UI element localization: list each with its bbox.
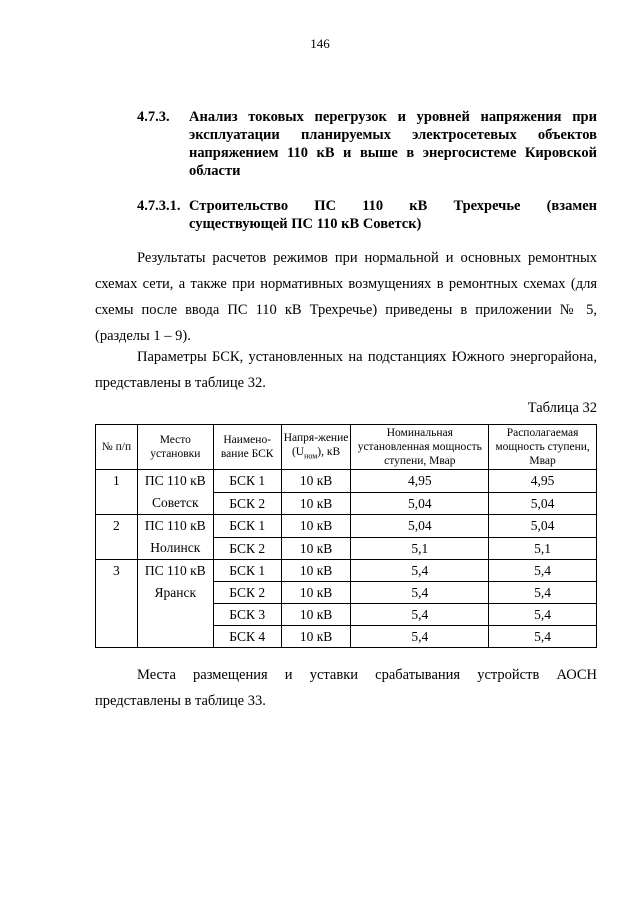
bsk-table — [95, 424, 597, 648]
cell-available: 5,4 — [489, 582, 597, 604]
cell-place: ПС 110 кВ Нолинск — [137, 515, 213, 560]
cell-voltage: 10 кВ — [281, 604, 351, 626]
cell-place: ПС 110 кВ Советск — [137, 470, 213, 515]
title-line-1 — [189, 108, 597, 126]
title-word: Строительство — [189, 198, 289, 214]
title-word: напряжением — [189, 145, 279, 161]
table-header-row — [96, 425, 597, 470]
cell-nominal: 5,04 — [351, 515, 489, 538]
title-word: в — [406, 145, 415, 161]
cell-available: 4,95 — [489, 470, 597, 493]
page-number: 146 — [310, 36, 330, 51]
cell-nominal: 5,4 — [351, 582, 489, 604]
title-word: энергосистеме — [422, 145, 517, 161]
title-word: 110 — [287, 145, 308, 161]
cell-name: БСК 1 — [213, 560, 281, 582]
cell-available: 5,4 — [489, 626, 597, 648]
table-row — [96, 560, 597, 582]
title-word: кВ — [316, 145, 335, 161]
cell-name: БСК 4 — [213, 626, 281, 648]
cell-name: БСК 1 — [213, 470, 281, 493]
cell-available: 5,04 — [489, 492, 597, 515]
cell-available: 5,4 — [489, 604, 597, 626]
cell-name: БСК 3 — [213, 604, 281, 626]
table-body — [96, 470, 597, 648]
cell-available: 5,1 — [489, 537, 597, 560]
title-word: (взамен — [546, 198, 597, 214]
cell-voltage: 10 кВ — [281, 515, 351, 538]
section-number: 4.7.3. — [137, 109, 170, 125]
title-word: выше — [359, 145, 398, 161]
cell-voltage: 10 кВ — [281, 626, 351, 648]
cell-nominal: 4,95 — [351, 470, 489, 493]
subsection-title — [189, 197, 597, 233]
cell-nominal: 5,04 — [351, 492, 489, 515]
aosn-paragraph — [95, 662, 597, 714]
title-word: при — [572, 109, 597, 125]
cell-nominal: 5,4 — [351, 560, 489, 582]
title-word: и — [397, 109, 406, 125]
header-voltage: Напря-жение $(U_{ном})$, кВ — [281, 425, 351, 470]
table-row — [96, 515, 597, 538]
header-place: Место установки — [137, 425, 213, 470]
header-num: № п/п — [96, 425, 138, 470]
section-heading-4-7-3 — [137, 108, 597, 180]
cell-num: 1 — [96, 470, 138, 515]
title-word: планируемых — [300, 127, 391, 143]
title-word: и — [343, 145, 352, 161]
header-nominal-power: Номинальная установленная мощность ступени, Мвар — [351, 425, 489, 470]
cell-nominal: 5,1 — [351, 537, 489, 560]
title-line-4: области — [189, 163, 241, 179]
paragraph-text: Места размещения и уставки срабатывания устройств АОСН представлены в таблице 33. — [95, 667, 597, 709]
bsk-parameters-paragraph — [95, 344, 597, 396]
title-word: Анализ — [189, 109, 238, 125]
results-paragraph — [95, 245, 597, 349]
header-available-power: Располагаемая мощность ступени, Мвар — [489, 425, 597, 470]
subsection-number: 4.7.3.1. — [137, 198, 181, 214]
section-title — [189, 108, 597, 180]
title-word: 110 — [362, 198, 384, 214]
subtitle-line-2: существующей ПС 110 кВ Советск) — [189, 216, 422, 232]
subtitle-line-1 — [189, 197, 597, 215]
cell-name: БСК 2 — [213, 582, 281, 604]
paragraph-text: Результаты расчетов режимов при нормальной и основных ремонтных схемах сети, а также при нормативных возмущениях в ремонтных схемах (для схемы после ввода ПС 110 кВ Трехречье) приведены в приложении № 5, (разделы 1 – 9). — [95, 250, 597, 344]
cell-available: 5,4 — [489, 560, 597, 582]
title-word: кВ — [409, 198, 428, 214]
header-name: Наимено-вание БСК — [213, 425, 281, 470]
cell-nominal: 5,4 — [351, 626, 489, 648]
cell-voltage: 10 кВ — [281, 470, 351, 493]
title-word: электросетевых — [412, 127, 517, 143]
cell-name: БСК 1 — [213, 515, 281, 538]
cell-voltage: 10 кВ — [281, 537, 351, 560]
cell-available: 5,04 — [489, 515, 597, 538]
cell-name: БСК 2 — [213, 492, 281, 515]
paragraph-text: Параметры БСК, установленных на подстанциях Южного энергорайона, представлены в таблице 32. — [95, 349, 597, 391]
title-word: напряжения — [480, 109, 562, 125]
title-word: Трехречье — [453, 198, 521, 214]
section-heading-4-7-3-1 — [137, 197, 597, 237]
title-word: эксплуатации — [189, 127, 280, 143]
title-word: Кировской — [524, 145, 597, 161]
cell-num: 3 — [96, 560, 138, 648]
cell-name: БСК 2 — [213, 537, 281, 560]
cell-voltage: 10 кВ — [281, 582, 351, 604]
title-word: уровней — [416, 109, 470, 125]
title-word: ПС — [314, 198, 337, 214]
title-word: объектов — [537, 127, 597, 143]
title-word: токовых — [248, 109, 304, 125]
title-word: перегрузок — [314, 109, 387, 125]
cell-voltage: 10 кВ — [281, 492, 351, 515]
cell-place: ПС 110 кВ Яранск — [137, 560, 213, 648]
cell-voltage: 10 кВ — [281, 560, 351, 582]
title-line-2 — [189, 126, 597, 144]
cell-nominal: 5,4 — [351, 604, 489, 626]
cell-num: 2 — [96, 515, 138, 560]
table-caption: Таблица 32 — [527, 400, 597, 416]
table-row — [96, 470, 597, 493]
title-line-3 — [189, 144, 597, 162]
